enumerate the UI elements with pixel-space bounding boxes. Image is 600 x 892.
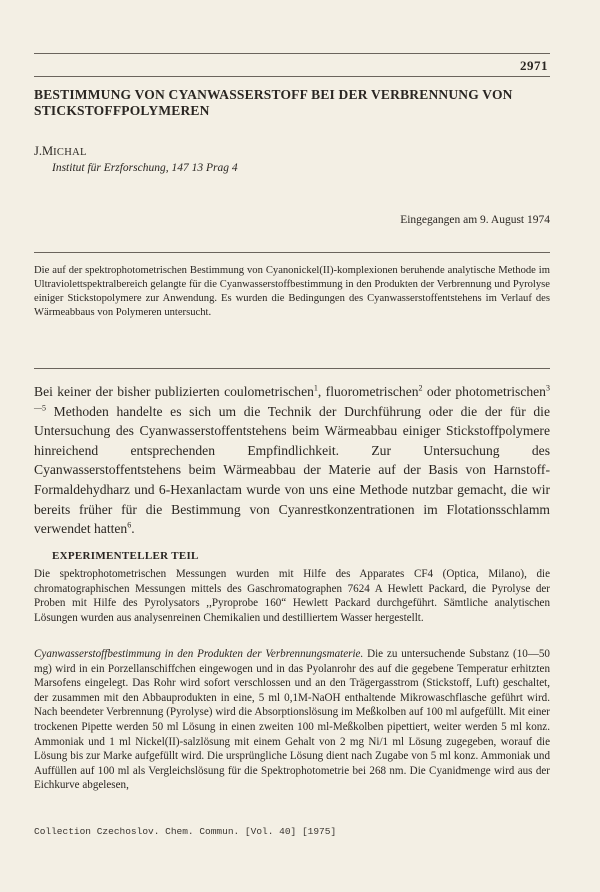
abstract-rule-bottom [34, 368, 550, 369]
author-initial: J. [34, 144, 42, 158]
header-rule [34, 53, 550, 54]
header-rule-lower [34, 76, 550, 77]
abstract: Die auf der spektrophotometrischen Bestimmung von Cyanonickel(II)-komplexionen beruhende analytische Methode im Ultraviolettspektralbereich gelangte für die Cyanwasserstoffbestimmung in den Produkten der Verbrennung und Pyrolyse einiger Stickstopolymere zur Anwendung. Es wurden die Bedingungen des Cyanwasserstoffentstehens im Verlauf des Wärmeabbaus von Polymeren untersucht. [34, 265, 550, 318]
reference-3-5: 3—5 [34, 383, 550, 413]
section-heading: EXPERIMENTELLER TEIL [52, 550, 199, 562]
affiliation: Institut für Erzforschung, 147 13 Prag 4 [52, 162, 238, 174]
author-name-first: M [42, 144, 54, 158]
subsection-title: Cyanwasserstoffbestimmung in den Produkten der Verbrennungsmaterie. [34, 648, 364, 660]
experimental-paragraph-1: Die spektrophotometrischen Messungen wurden mit Hilfe des Apparates CF4 (Optica, Milano), die chromatographischen Messungen mittels des Gaschromatographen 7624 A Hewlett Packard, die Pyrolyse der Proben mit Hilfe des Pyrolysators ,,Pyroprobe 160“ Hewlett Packard durchgeführt. Sämtliche analytischen Lösungen wurden aus analysenreinen Chemikalien und destilliertem Wasser hergestellt. [34, 568, 550, 624]
journal-footer: Collection Czechoslov. Chem. Commun. [Vol. 40] [1975] [34, 826, 337, 837]
author [34, 144, 87, 159]
intro-text: , fluorometrischen [317, 384, 419, 399]
received-date: Eingegangen am 9. August 1974 [400, 214, 550, 226]
abstract-rule-top [34, 252, 550, 253]
page-number: 2971 [520, 58, 548, 73]
article-title: BESTIMMUNG VON CYANWASSERSTOFF BEI DER VERBRENNUNG VON STICKSTOFFPOLYMEREN [34, 87, 513, 118]
experimental-text: Die zu untersuchende Substanz (10—50 mg) wird in ein Porzellanschiffchen eingewogen und in das Pyolanrohr des auf die gegebene Temperatur erhitzten Marsofens eingelegt. Das Rohr wird sofort verschlossen und an den Trägergasstrom (Stickstoff, Luft) geschaltet, der zusammen mit den Abbauprodukten in eine, 5 ml 0,1M-NaOH enthaltende Mikrowaschflasche geführt wird. Nach beendeter Verbrennung (Pyrolyse) wird die Absorptionslösung im Meßkolben auf 100 ml aufgefüllt. Mit einer trockenen Pipette werden 50 ml Lösung in einen zweiten 100 ml-Meßkolben pipettiert, weiter werden 5 ml konz. Ammoniak und 1 ml Nickel(II)-salzlösung mit einem Gehalt von 2 mg Ni/1 ml Lösung zugegeben, worauf die Lösung bis zur Marke aufgefüllt wird. Die ursprüngliche Lösung dient nach Zugabe von 5 ml konz. Ammoniak und Auffüllen auf 100 ml als Vergleichslösung für die Spektrophotometrie bei 268 nm. Die Cyanidmenge wird aus der Eichkurve abgelesen, [34, 648, 550, 792]
reference-6: 6 [127, 520, 132, 530]
intro-text: oder photometrischen [422, 384, 546, 399]
introduction [34, 382, 550, 539]
author-name-rest: ICHAL [53, 147, 87, 158]
reference-1: 1 [313, 383, 318, 393]
intro-text: . [131, 521, 135, 537]
reference-2: 2 [418, 383, 423, 393]
intro-text: Bei keiner der bisher publizierten coulometrischen [34, 384, 314, 399]
intro-text: Methoden handelte es sich um die Technik der Durchführung oder die der für die Untersuchung des Cyanwasserstoffentstehens beim Wärmeabbau einiger Stickstoffpolymere hinreichend entsprechenden Empfindlichkeit. Zur Untersuchung des Cyanwasserstoffentstehens beim Wärmeabbau der Materie auf der Basis von Harnstoff-Formaldehydharz und 6-Hexanlactam wurde von uns eine Methode nutzbar gemacht, die wir bereits früher für die Bestimmung von Cyanrestkonzentrationen im Flotationsschlamm verwendet hatten [34, 403, 550, 537]
experimental-paragraph-2 [34, 647, 550, 793]
